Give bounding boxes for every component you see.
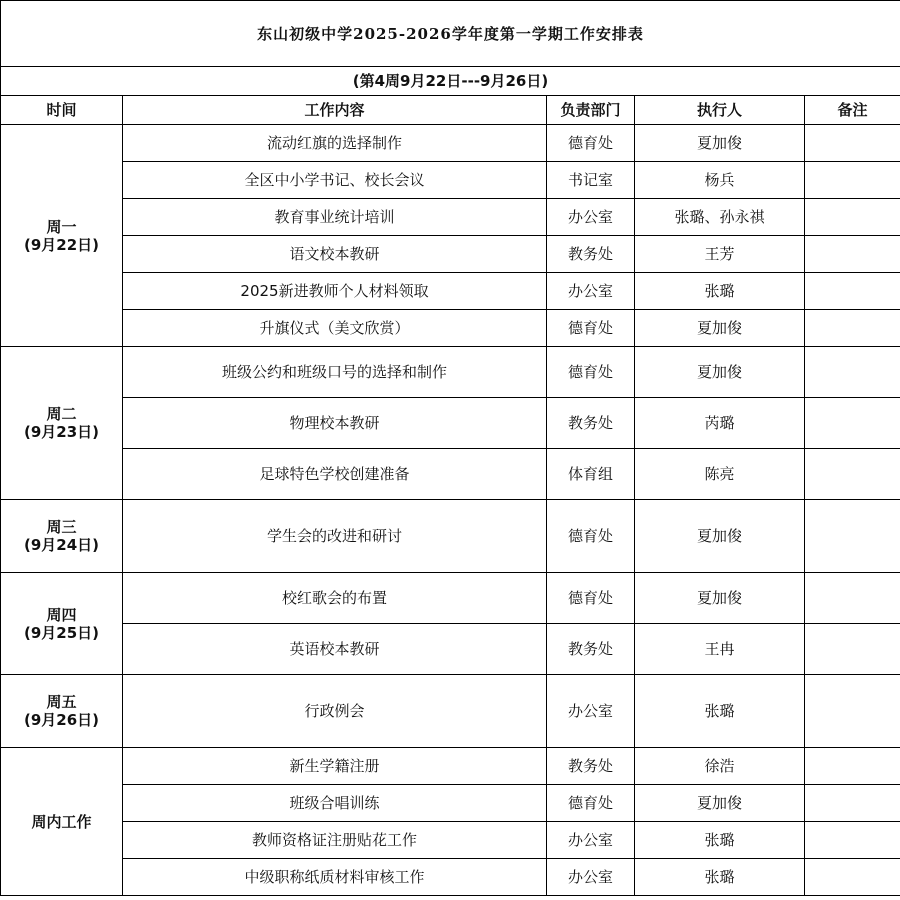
task-executor: 杨兵 — [635, 162, 805, 199]
day-name: 周内工作 — [31, 812, 92, 831]
task-executor: 夏加俊 — [635, 347, 805, 398]
header-executor: 执行人 — [635, 96, 805, 125]
day-name: 周五 — [46, 693, 77, 711]
day-name: 周三 — [46, 518, 77, 536]
task-executor: 夏加俊 — [635, 500, 805, 573]
task-remarks — [805, 500, 900, 573]
task-content: 升旗仪式（美文欣赏） — [123, 310, 547, 347]
task-content: 行政例会 — [123, 675, 547, 748]
task-content: 全区中小学书记、校长会议 — [123, 162, 547, 199]
day-label-cell — [1, 125, 123, 347]
table-row — [1, 624, 900, 675]
table-row — [1, 449, 900, 500]
task-remarks — [805, 347, 900, 398]
day-label-cell — [1, 675, 123, 748]
task-remarks — [805, 449, 900, 500]
task-remarks — [805, 125, 900, 162]
task-remarks — [805, 162, 900, 199]
table-row — [1, 398, 900, 449]
task-executor: 张璐 — [635, 859, 805, 896]
table-row — [1, 675, 900, 748]
table-row — [1, 273, 900, 310]
day-label-cell — [1, 573, 123, 675]
task-remarks — [805, 822, 900, 859]
task-dept: 教务处 — [547, 624, 635, 675]
day-label-cell — [1, 347, 123, 500]
task-remarks — [805, 675, 900, 748]
day-name: 周一 — [46, 217, 77, 236]
task-executor: 徐浩 — [635, 748, 805, 785]
day-name: 周四 — [46, 605, 77, 624]
task-dept: 教务处 — [547, 398, 635, 449]
task-content: 教师资格证注册贴花工作 — [123, 822, 547, 859]
task-remarks — [805, 624, 900, 675]
task-remarks — [805, 398, 900, 449]
task-executor: 张璐 — [635, 273, 805, 310]
title-row — [1, 1, 900, 67]
task-executor: 张璐 — [635, 675, 805, 748]
page-title: 东山初级中学2025-2026学年度第一学期工作安排表 — [1, 1, 900, 67]
table-row — [1, 859, 900, 896]
week-row — [1, 67, 900, 96]
day-date: (9月26日) — [23, 711, 100, 729]
task-executor: 王芳 — [635, 236, 805, 273]
task-dept: 德育处 — [547, 573, 635, 624]
task-content: 班级合唱训练 — [123, 785, 547, 822]
week-range: (第4周9月22日---9月26日) — [1, 67, 900, 96]
table-row — [1, 236, 900, 273]
task-dept: 教务处 — [547, 236, 635, 273]
table-row — [1, 500, 900, 573]
day-name: 周二 — [46, 405, 77, 423]
task-content: 物理校本教研 — [123, 398, 547, 449]
day-label-cell — [1, 500, 123, 573]
task-remarks — [805, 785, 900, 822]
task-dept: 办公室 — [547, 859, 635, 896]
header-time: 时间 — [1, 96, 123, 125]
task-remarks — [805, 273, 900, 310]
task-remarks — [805, 310, 900, 347]
task-executor: 张璐 — [635, 822, 805, 859]
day-date: (9月24日) — [23, 536, 100, 554]
task-executor: 张璐、孙永祺 — [635, 199, 805, 236]
day-date: (9月25日) — [23, 623, 100, 642]
table-row — [1, 162, 900, 199]
task-content: 班级公约和班级口号的选择和制作 — [123, 347, 547, 398]
table-row — [1, 822, 900, 859]
task-content: 英语校本教研 — [123, 624, 547, 675]
task-dept: 德育处 — [547, 347, 635, 398]
table-row — [1, 573, 900, 624]
task-dept: 德育处 — [547, 500, 635, 573]
task-dept: 办公室 — [547, 675, 635, 748]
task-executor: 夏加俊 — [635, 125, 805, 162]
day-date: (9月22日) — [23, 235, 100, 254]
task-remarks — [805, 199, 900, 236]
task-content: 足球特色学校创建准备 — [123, 449, 547, 500]
task-executor: 芮璐 — [635, 398, 805, 449]
header-dept: 负责部门 — [547, 96, 635, 125]
task-content: 教育事业统计培训 — [123, 199, 547, 236]
task-dept: 书记室 — [547, 162, 635, 199]
task-content: 语文校本教研 — [123, 236, 547, 273]
day-date: (9月23日) — [23, 423, 100, 441]
table-row — [1, 347, 900, 398]
task-content: 流动红旗的选择制作 — [123, 125, 547, 162]
table-row — [1, 125, 900, 162]
task-executor: 夏加俊 — [635, 310, 805, 347]
table-row — [1, 748, 900, 785]
task-content: 校红歌会的布置 — [123, 573, 547, 624]
task-dept: 办公室 — [547, 822, 635, 859]
task-remarks — [805, 236, 900, 273]
table-row — [1, 199, 900, 236]
task-content: 中级职称纸质材料审核工作 — [123, 859, 547, 896]
task-dept: 德育处 — [547, 310, 635, 347]
task-executor: 陈亮 — [635, 449, 805, 500]
task-dept: 教务处 — [547, 748, 635, 785]
task-content: 学生会的改进和研讨 — [123, 500, 547, 573]
task-dept: 办公室 — [547, 273, 635, 310]
table-row — [1, 310, 900, 347]
task-dept: 办公室 — [547, 199, 635, 236]
task-content: 2025新进教师个人材料领取 — [123, 273, 547, 310]
header-remarks: 备注 — [805, 96, 900, 125]
header-content: 工作内容 — [123, 96, 547, 125]
header-row — [1, 96, 900, 125]
task-remarks — [805, 748, 900, 785]
task-dept: 体育组 — [547, 449, 635, 500]
task-executor: 夏加俊 — [635, 573, 805, 624]
task-content: 新生学籍注册 — [123, 748, 547, 785]
task-dept: 德育处 — [547, 125, 635, 162]
task-dept: 德育处 — [547, 785, 635, 822]
schedule-body — [1, 1, 900, 896]
day-label-cell — [1, 748, 123, 896]
table-row — [1, 785, 900, 822]
task-executor: 夏加俊 — [635, 785, 805, 822]
task-executor: 王冉 — [635, 624, 805, 675]
task-remarks — [805, 573, 900, 624]
task-remarks — [805, 859, 900, 896]
